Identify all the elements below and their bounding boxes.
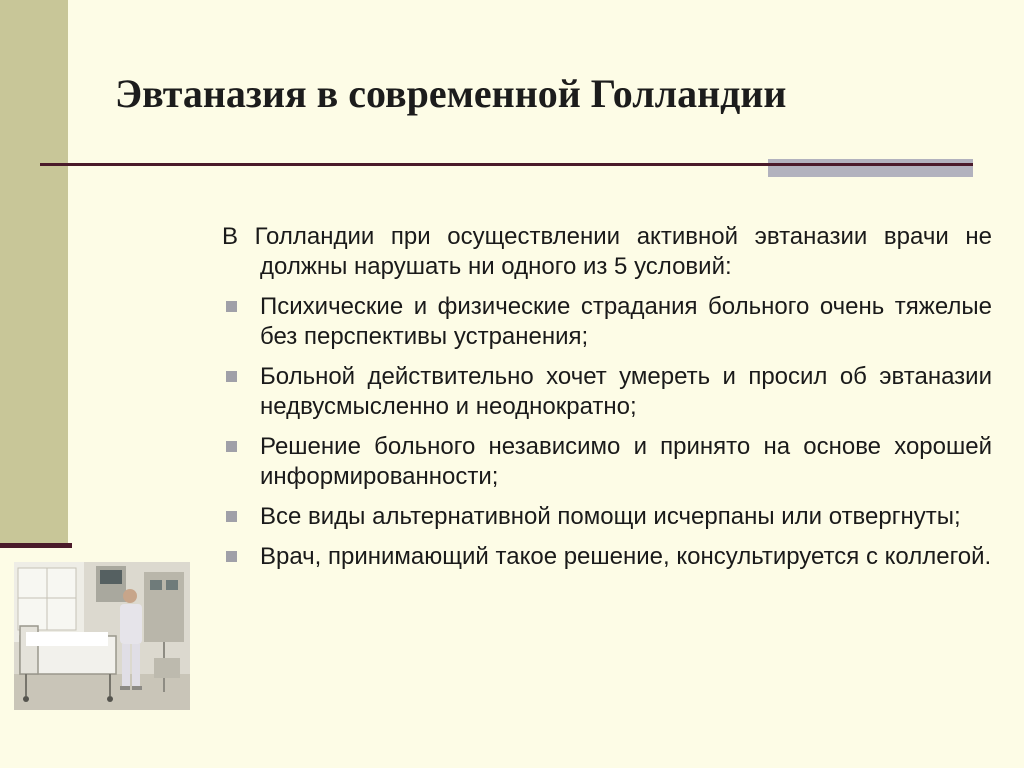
hospital-ward-photo bbox=[14, 562, 190, 710]
slide-content bbox=[222, 222, 992, 582]
side-divider bbox=[0, 543, 72, 548]
square-bullet-icon bbox=[226, 511, 237, 522]
condition-text: Врач, принимающий такое решение, консультируется с коллегой. bbox=[260, 543, 992, 570]
square-bullet-icon bbox=[226, 301, 237, 312]
hospital-ward-illustration bbox=[14, 562, 190, 710]
intro-text: В Голландии при осуществлении активной эвтаназии врачи не должны нарушать ни одного из 5 условий: bbox=[222, 223, 992, 280]
side-band bbox=[0, 0, 68, 545]
title-divider bbox=[40, 163, 770, 166]
list-item bbox=[222, 542, 992, 572]
square-bullet-icon bbox=[226, 371, 237, 382]
list-item bbox=[222, 502, 992, 532]
slide-title: Эвтаназия в современной Голландии bbox=[115, 71, 787, 116]
list-item bbox=[222, 432, 992, 492]
square-bullet-icon bbox=[226, 551, 237, 562]
list-item bbox=[222, 362, 992, 422]
condition-text: Больной действительно хочет умереть и просил об эвтаназии недвусмысленно и неоднократно; bbox=[260, 363, 992, 420]
condition-text: Решение больного независимо и принято на основе хорошей информированности; bbox=[260, 433, 992, 490]
condition-text: Психические и физические страдания больного очень тяжелые без перспективы устранения; bbox=[260, 293, 992, 350]
square-bullet-icon bbox=[226, 441, 237, 452]
list-item bbox=[222, 292, 992, 352]
title-divider-accent bbox=[768, 159, 973, 177]
condition-text: Все виды альтернативной помощи исчерпаны или отвергнуты; bbox=[260, 503, 961, 530]
